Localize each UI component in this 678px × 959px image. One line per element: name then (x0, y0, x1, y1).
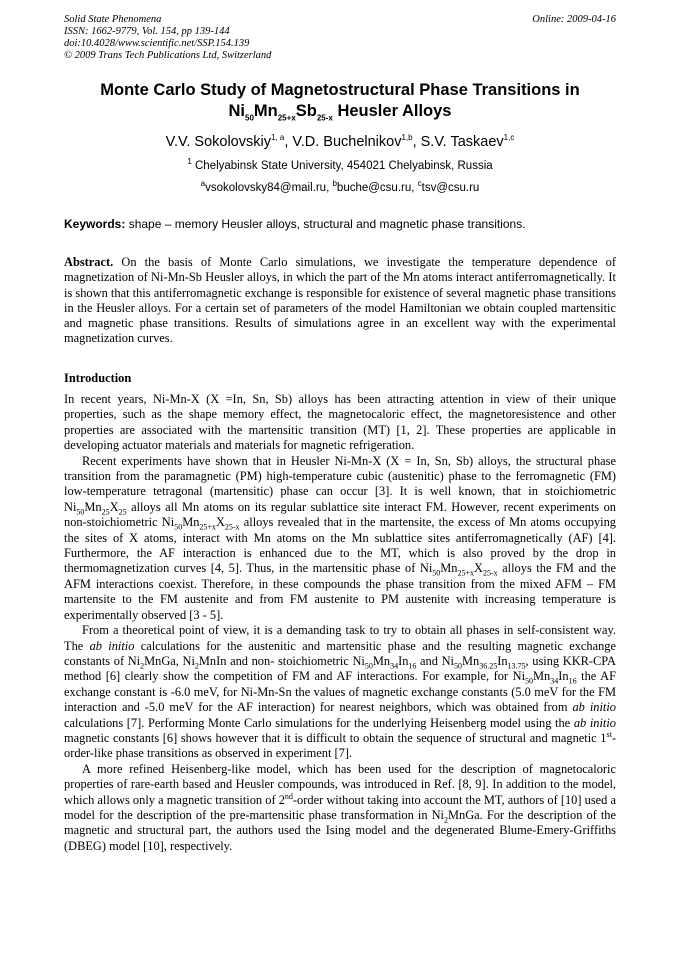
affiliation: $^1$ Chelyabinsk State University, 454021 Chelyabinsk, Russia (187, 157, 493, 172)
abstract (64, 255, 616, 347)
author-3: , S.V. Taskaev (412, 134, 504, 150)
journal-header (64, 14, 616, 62)
introduction-body (64, 392, 616, 854)
paragraph-3: From a theoretical point of view, it is a demanding task to try to obtain all phases in self-consistent way. The ab initio calculations for the austenitic and martensitic phase and the resulting magnetic exchange constants of $Ni_2MnGa$, $Ni_2MnIn$ and non- stoichiometric $Ni_{50}Mn_{34}In_{16}$ and $Ni_{50}Mn_{36.25}In_{13.75}$, using KKR-CPA method [6] clearly show the competition of FM and AF interactions. For example, for $Ni_{50}Mn_{34}In_{16}$ the AF exchange constant is -6.0 meV, for Ni-Mn-Sn the values of magnetic exchange constants (5.0 meV for the FM interaction and -5.0 meV for the AF interaction) for nearest neighbors, which was obtained from ab initio calculations [7]. Performing Monte Carlo simulations for the underlying Heisenberg model using the ab initio magnetic constants [6] shows however that it is difficult to obtain the sequence of structural and magnetic 1st-order-like phase transitions as observed in experiment [7]. (64, 623, 617, 761)
title-line-2: $Ni_{50}Mn_{25+x}Sb_{25-x}$ Heusler Alloys (228, 102, 452, 123)
paragraph-2: Recent experiments have shown that in Heusler Ni-Mn-X (X = In, Sn, Sb) alloys, the structural phase transition from the paramagnetic (PM) high-temperature cubic (austenitic) phase to the ferromagnetic (FM) low-temperature tetragonal (martensitic) phase can occur [3]. It is well known, that in stoichiometric $Ni_{50}Mn_{25}X_{25}$ alloys all Mn atoms on its regular sublattice site interact FM. However, recent experiments on non-stoichiometric $Ni_{50}Mn_{25+x}X_{25-x}$ alloys revealed that in the martensite, the excess of Mn atoms occupying the sites of X atoms, interact with Mn atoms on the Mn sublattice sites antiferromagnetically (AF) [4]. Furthermore, the AF interaction is enhanced due to the MT, which is also proved by the drop in thermomagnetization curves [4, 5]. Thus, in the martensitic phase of $Ni_{50}Mn_{25+x}X_{25-x}$ alloys the FM and the AFM interactions coexist. Therefore, in these compounds the phase transition from the mixed AFM – FM martensite to the FM austenite and from FM austenite to PM austenite with increasing temperature is experimentally observed [3 - 5]. (64, 453, 616, 622)
email-b: buche@csu.ru, (336, 182, 418, 194)
keywords (64, 217, 616, 232)
section-heading-introduction: Introduction (64, 371, 132, 385)
doi-line: doi:10.4028/www.scientific.net/SSP.154.139 (64, 38, 250, 49)
keywords-text: shape – memory Heusler alloys, structural and magnetic phase transitions. (125, 217, 526, 231)
journal-name: Solid State Phenomena (64, 14, 162, 25)
email-list: $^a$vsokolovsky84@mail.ru, $^b$buche@csu.ru, $^c$tsv@csu.ru (200, 179, 480, 194)
paragraph-4: A more refined Heisenberg-like model, which has been used for the description of magnetocaloric properties of rare-earth based and Heusler compounds, was introduced in Ref. [8, 9]. In addition to the model, which allows only a magnetic transition of 2nd-order without taking into account the MT, authors of [10] used a model for the description of the pre-martensitic phase transformation in $Ni_2MnGa$. For the description of the magnetic and structural part, the authors used the Ising model and the degenerated Blume-Emery-Griffiths (DBEG) model [10], respectively. (64, 761, 616, 853)
online-date: Online: 2009-04-16 (532, 14, 616, 25)
paper-title (64, 80, 616, 122)
paragraph-1: In recent years, Ni-Mn-X (X =In, Sn, Sb) alloys has been attracting attention in view of their unique properties, such as the shape memory effect, the magnetocaloric effect, the magnetoresistence and other properties are associated with the martensitic transition (MT) [1, 2]. These properties are applicable in developing actuator materials and materials for magnetic refrigeration. (64, 392, 616, 453)
email-a: vsokolovsky84@mail.ru, (205, 182, 333, 194)
title-line-1: Monte Carlo Study of Magnetostructural Phase Transitions in (100, 81, 580, 99)
email-c: tsv@csu.ru (421, 182, 480, 194)
abstract-text: On the basis of Monte Carlo simulations, we investigate the temperature dependence of magnetization of Ni-Mn-Sb Heusler alloys, in which the part of the Mn atoms interact antiferromagnetically. It is shown that this antiferromagnetic exchange is responsible for existence of several magnetic phase transitions in the Heusler alloys. For a certain set of parameters of the model Hamiltonian we obtain coupled martensitic and magnetic phase transitions. Results of simulations agree in an excellent way with the experimental magnetization curves. (64, 255, 616, 346)
author-list: V.V. Sokolovskiy$^{1, a}$, V.D. Buchelnikov$^{1,b}$, S.V. Taskaev$^{1,c}$ (165, 133, 515, 150)
author-1: V.V. Sokolovskiy (165, 134, 271, 150)
copyright-line: © 2009 Trans Tech Publications Ltd, Switzerland (64, 50, 272, 61)
keywords-label: Keywords: (64, 217, 126, 231)
abstract-label: Abstract. (64, 255, 114, 269)
author-2: , V.D. Buchelnikov (284, 134, 402, 150)
issn-line: ISSN: 1662-9779, Vol. 154, pp 139-144 (64, 26, 230, 37)
